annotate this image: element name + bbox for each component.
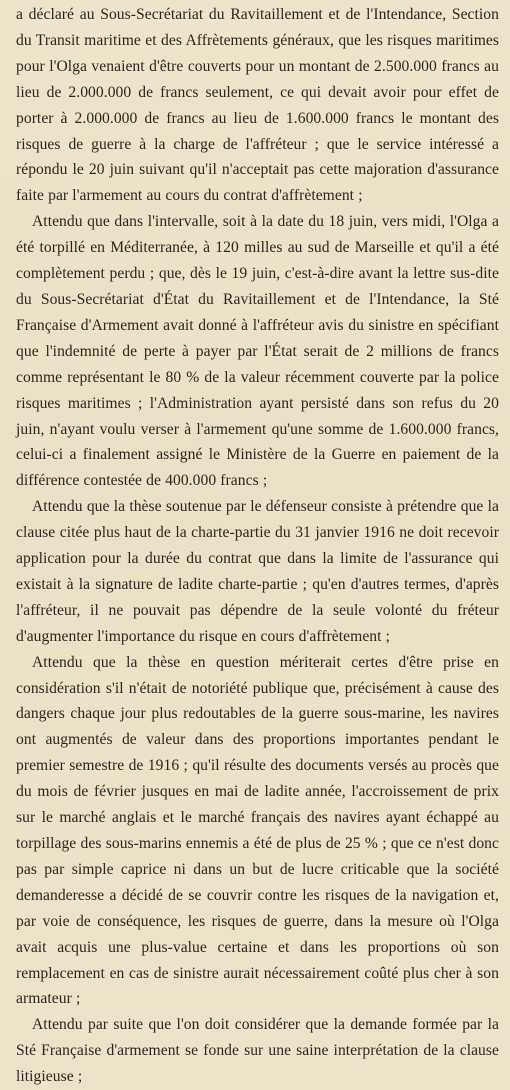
paragraph-3: Attendu que la thèse soutenue par le défenseur consiste à prétendre que la clause citée plus haut de la charte-partie du 31 janvier 1916 ne doit recevoir application pour la durée du contrat que dans la limite de l'assurance qui existait à la signature de ladite charte-partie ; qu'en d'autres termes, d'après l'affréteur, il ne pouvait pas dépendre de la seule volonté du fréteur d'augmenter l'importance du risque en cours d'affrètement ; [16, 498, 499, 645]
paragraph-5: Attendu par suite que l'on doit considérer que la demande formée par la Sté Française d'armement se fonde sur une saine interprétation de la clause litigieuse ; [16, 1016, 499, 1086]
paragraph-2: Attendu que dans l'intervalle, soit à la date du 18 juin, vers midi, l'Olga a été torpillé en Méditerranée, à 120 milles au sud de Marseille et qu'il a été complètement perdu ; que, dès le 19 juin, c'est-à-dire avant la lettre sus-dite du Sous-Secrétariat d'État du Ravitaillement et de l'Intendance, la Sté Française d'Armement avait donné à l'affréteur avis du sinistre en spécifiant que l'indemnité de perte à payer par l'État serait de 2 millions de francs comme représentant le 80 % de la valeur récemment couverte par la police risques maritimes ; l'Administration ayant persisté dans son refus du 20 juin, n'ayant voulu verser à l'armement qu'une somme de 1.600.000 francs, celui-ci a finalement assigné le Ministère de la Guerre en paiement de la différence contestée de 400.000 francs ; [16, 213, 499, 490]
paragraph-1: a déclaré au Sous-Secrétariat du Ravitaillement et de l'Intendance, Section du Transit maritime et des Affrètements généraux, que les risques maritimes pour l'Olga venaient d'être couverts pour un montant de 2.500.000 francs au lieu de 2.000.000 de francs seulement, ce qui devait avoir pour effet de porter à 2.000.000 de francs au lieu de 1.600.000 francs le montant des risques de guerre à la charge de l'affréteur ; que le service intéressé a répondu le 20 juin suivant qu'il n'acceptait pas cette majoration d'assurance faite par l'armement au cours du contrat d'affrètement ; [16, 6, 499, 205]
paragraph-4: Attendu que la thèse en question mériterait certes d'être prise en considération s'il n'était de notoriété publique que, précisément à cause des dangers chaque jour plus redoutables de la guerre sous-marine, les navires ont augmentés de valeur dans des proportions importantes pendant le premier semestre de 1916 ; qu'il résulte des documents versés au procès que du mois de février jusques en mai de ladite année, l'accroissement de prix sur le marché anglais et le marché français des navires ayant échappé au torpillage des sous-marins ennemis a été de plus de 25 % ; que ce n'est donc pas par simple caprice ni dans un but de lucre criticable que la société demanderesse a décidé de se couvrir contre les risques de la navigation et, par voie de conséquence, les risques de guerre, dans la mesure où l'Olga avait acquis une plus-value certaine et dans les proportions où son remplacement en cas de sinistre aurait nécessairement coûté plus cher à son armateur ; [16, 653, 499, 1008]
